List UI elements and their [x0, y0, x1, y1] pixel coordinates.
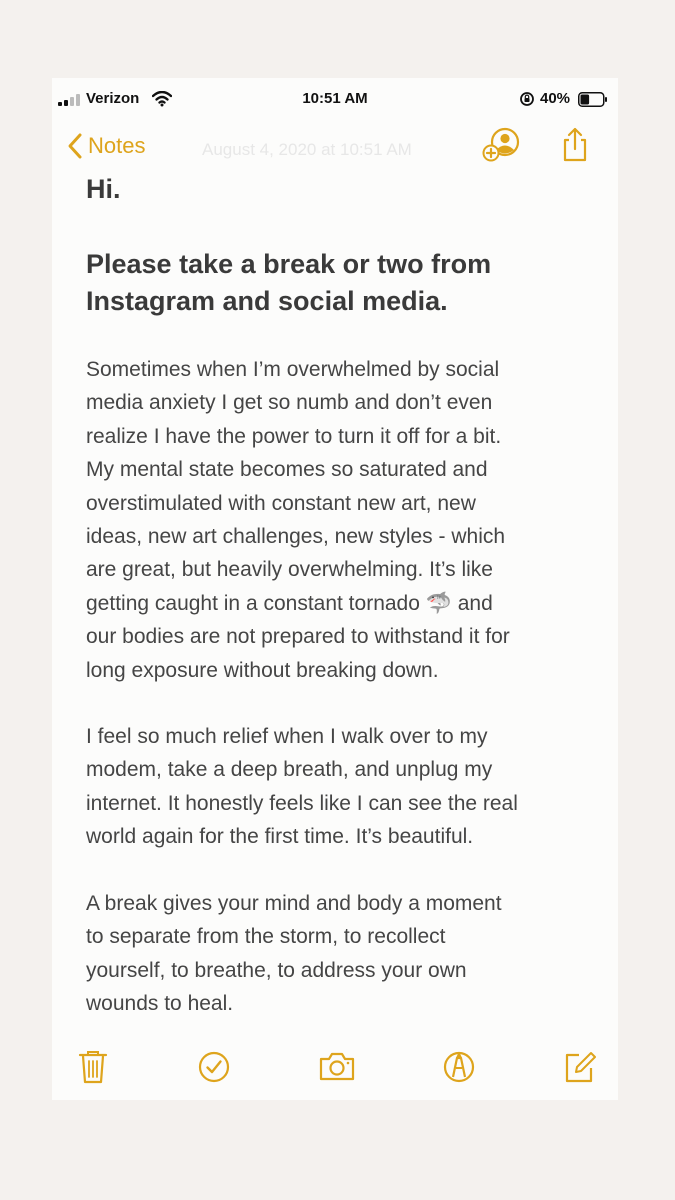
note-heading: Please take a break or two from Instagram and social media.: [86, 249, 492, 316]
note-paragraph: A break gives your mind and body a moment to separate from the storm, to recollect yourself, to breathe, to address your own wounds to heal.: [86, 891, 502, 1015]
status-bar: [52, 88, 618, 114]
chevron-left-icon: [66, 132, 84, 160]
note-date: August 4, 2020 at 10:51 AM: [202, 140, 412, 159]
camera-icon: [318, 1048, 356, 1084]
battery-percent: 40%: [540, 90, 571, 107]
delete-button[interactable]: [76, 1048, 110, 1084]
trash-icon: [76, 1048, 110, 1084]
share-icon[interactable]: [560, 126, 590, 164]
status-time: 10:51 AM: [302, 90, 368, 107]
add-person-icon[interactable]: [482, 126, 522, 164]
compose-icon: [562, 1048, 596, 1084]
note-body[interactable]: [86, 170, 586, 1020]
bottom-toolbar: [52, 1048, 618, 1092]
carrier-name: Verizon: [86, 90, 140, 107]
note-paragraph: Sometimes when I’m overwhelmed by social media anxiety I get so numb and don’t even realize I have the power to turn it off for a bit. My mental state becomes so saturated and overstimulated with constant new art, new ideas, new art challenges, new styles - which are great, but heavily overwhelming. It’s like getting caught in a constant tornado 🦈 and our bodies are not prepared to withstand it for long exposure without breaking down.: [86, 358, 510, 682]
markup-icon: [442, 1048, 476, 1084]
compose-button[interactable]: [562, 1048, 596, 1084]
camera-button[interactable]: [318, 1048, 356, 1084]
note-paragraph: I feel so much relief when I walk over to my modem, take a deep breath, and unplug my internet. It honestly feels like I can see the real world again for the first time. It’s beautiful.: [86, 725, 518, 849]
rotation-lock-icon: [519, 91, 535, 107]
nav-bar: [52, 126, 618, 166]
note-title: Hi.: [86, 174, 121, 204]
back-button[interactable]: [66, 128, 145, 164]
battery-icon: [578, 92, 608, 107]
notes-screen: [52, 78, 618, 1100]
markup-button[interactable]: [442, 1048, 476, 1084]
back-button-label: Notes: [88, 133, 146, 158]
checklist-icon: [197, 1048, 231, 1084]
checklist-button[interactable]: [197, 1048, 231, 1084]
